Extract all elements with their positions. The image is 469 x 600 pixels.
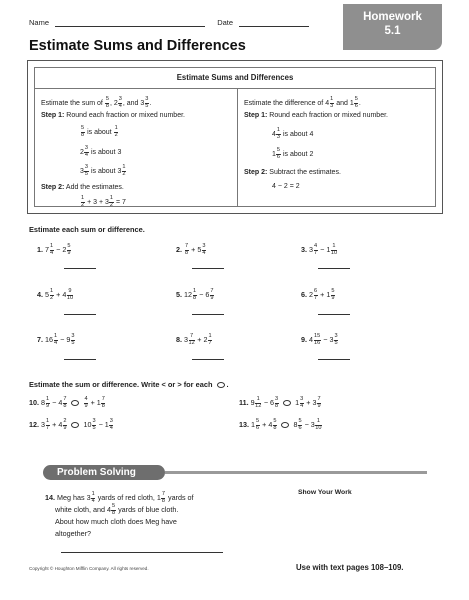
right-round1: 4 $\frac{1}{3}$ is about 4 — [272, 127, 314, 140]
problem-5: 5. 12 $\frac{1}{8}$ − 6 $\frac{7}{9}$ — [176, 288, 214, 301]
answer-line-7[interactable] — [64, 359, 96, 360]
problem-solving-rule — [165, 471, 427, 474]
problem-12: 12. 3 $\frac{1}{7}$ + 4 $\frac{2}{9}$ 10 $\frac{3}{5}$ − 1 $\frac{3}{4}$ — [29, 418, 113, 431]
problem-2: 2. $\frac{7}{8}$ + 5 $\frac{3}{4}$ — [176, 243, 206, 256]
compare-circle-11[interactable] — [283, 400, 291, 406]
left-round2: 2 $\frac{3}{4}$ is about 3 — [80, 145, 122, 158]
homework-badge — [343, 4, 442, 50]
badge-line2: 5.1 — [384, 25, 401, 37]
compare-circle-icon — [217, 382, 225, 388]
compare-circle-12[interactable] — [71, 422, 79, 428]
right-step2: Step 2: Subtract the estimates. — [244, 169, 341, 176]
problem-4: 4. 5 $\frac{1}{2}$ + 4 $\frac{9}{10}$ — [37, 288, 74, 301]
answer-line-14[interactable] — [61, 552, 223, 553]
problem-14: 14. Meg has 3 $\frac{1}{4}$ yards of red cloth, 1 $\frac{7}{8}$ yards of white cloth, and 4 $\frac{5}{8}$ yards of blue cloth. About how much cloth does Meg have altogether? — [45, 491, 194, 539]
right-step1: Step 1: Round each fraction or mixed number. — [244, 112, 388, 119]
problem-11: 11. 9 $\frac{1}{12}$ − 6 $\frac{3}{8}$ 1 $\frac{3}{4}$ + 3 $\frac{7}{9}$ — [239, 396, 321, 409]
problem-8: 8. 3 $\frac{7}{12}$ + 2 $\frac{1}{7}$ — [176, 333, 212, 346]
example-divider — [237, 89, 238, 206]
section1-heading: Estimate each sum or difference. — [29, 225, 145, 234]
problem-6: 6. 2 $\frac{6}{7}$ + 1 $\frac{5}{9}$ — [301, 288, 335, 301]
answer-line-1[interactable] — [64, 268, 96, 269]
compare-circle-13[interactable] — [281, 422, 289, 428]
text-pages: Use with text pages 108–109. — [296, 563, 404, 572]
badge-line1: Homework — [363, 11, 422, 23]
page-title: Estimate Sums and Differences — [29, 38, 246, 54]
answer-line-9[interactable] — [318, 359, 350, 360]
problem-7: 7. 16 $\frac{1}{4}$ − 9 $\frac{3}{5}$ — [37, 333, 75, 346]
problem-10: 10. 8 $\frac{1}{9}$ − 4 $\frac{7}{8}$ $\frac{4}{9}$ + 1 $\frac{7}{8}$ — [29, 396, 105, 409]
left-step1: Step 1: Round each fraction or mixed number. — [41, 112, 185, 119]
example-inner — [34, 67, 436, 207]
left-intro: Estimate the sum of $\frac{5}{8}$ , 2 $\frac{3}{4}$ , and 3 $\frac{3}{5}$ . — [41, 96, 152, 109]
problem-9: 9. 4 $\frac{15}{16}$ − 3 $\frac{3}{5}$ — [301, 333, 338, 346]
answer-line-2[interactable] — [192, 268, 224, 269]
answer-line-5[interactable] — [192, 314, 224, 315]
example-box — [27, 60, 443, 214]
frac: $\frac{5}{8}$ — [105, 96, 109, 109]
problem-3: 3. 3 $\frac{4}{7}$ − 1 $\frac{1}{10}$ — [301, 243, 338, 256]
copyright: Copyright © Houghton Mifflin Company. All rights reserved. — [29, 566, 149, 571]
left-round1: $\frac{5}{8}$ is about $\frac{1}{2}$ — [81, 125, 118, 138]
problem-13: 13. 1 $\frac{5}{6}$ + 4 $\frac{5}{8}$ 8 $\frac{5}{6}$ − 3 $\frac{1}{10}$ — [239, 418, 322, 431]
date-field[interactable] — [239, 26, 309, 27]
problem-1: 1. 7 $\frac{1}{4}$ − 2 $\frac{5}{9}$ — [37, 243, 71, 256]
right-intro: Estimate the difference of 4 $\frac{1}{3}$ and 1 $\frac{5}{6}$ . — [244, 96, 361, 109]
show-work-label: Show Your Work — [298, 489, 352, 496]
answer-line-8[interactable] — [192, 359, 224, 360]
name-label: Name — [29, 18, 50, 27]
name-date-bar — [29, 18, 309, 27]
left-sum: $\frac{1}{2}$ + 3 + 3 $\frac{1}{2}$ = 7 — [81, 195, 126, 208]
date-label: Date — [217, 18, 234, 27]
compare-circle-10[interactable] — [71, 400, 79, 406]
answer-line-4[interactable] — [64, 314, 96, 315]
section2-heading: Estimate the sum or difference. Write < or > for each . — [29, 380, 229, 389]
answer-line-6[interactable] — [318, 314, 350, 315]
left-step2: Step 2: Add the estimates. — [41, 184, 124, 191]
problem-solving-bar: Problem Solving — [43, 465, 165, 480]
name-field[interactable] — [55, 26, 205, 27]
right-round2: 1 $\frac{5}{6}$ is about 2 — [272, 147, 314, 160]
right-result: 4 − 2 = 2 — [272, 183, 300, 190]
answer-line-3[interactable] — [318, 268, 350, 269]
left-round3: 3 $\frac{3}{5}$ is about 3 $\frac{1}{2}$ — [80, 164, 126, 177]
example-heading: Estimate Sums and Differences — [35, 68, 435, 89]
